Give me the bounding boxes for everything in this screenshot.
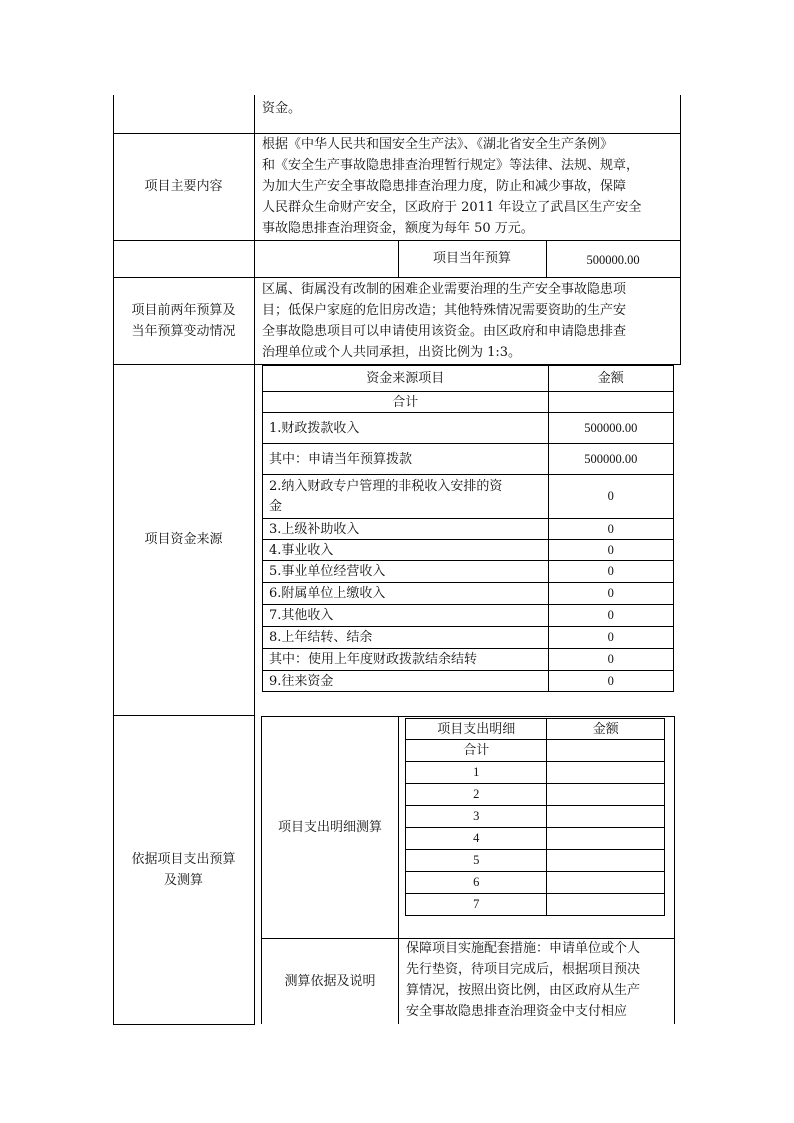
basis-line: 保障项目实施配套措施：申请单位或个人	[406, 941, 641, 956]
expenditure-label-line: 依据项目支出预算	[131, 851, 236, 867]
table-row	[263, 583, 674, 605]
table-row	[263, 627, 674, 649]
exp-item: 6	[406, 872, 547, 894]
budget-change-line: 区属、街属没有改制的困难企业需要治理的生产安全事故隐患项	[262, 282, 627, 297]
funding-amount: 0	[548, 561, 673, 583]
expenditure-label-line: 及测算	[163, 872, 203, 888]
exp-total-label: 合计	[406, 740, 547, 762]
funding-amount: 0	[548, 627, 673, 649]
exp-amount	[547, 828, 665, 850]
funding-item: 6.附属单位上缴收入	[263, 583, 549, 605]
funding-amount: 0	[548, 475, 673, 519]
funding-item: 2.纳入财政专户管理的非税收入安排的资	[269, 478, 503, 494]
table-row	[406, 806, 665, 828]
funding-header-row	[263, 366, 674, 392]
exp-header-row	[406, 719, 665, 740]
main-content-text	[262, 134, 678, 239]
funding-source-table	[262, 365, 674, 692]
funding-total-amount	[548, 392, 673, 413]
table-row	[406, 784, 665, 806]
funding-total-label: 合计	[263, 392, 549, 413]
exp-item: 3	[406, 806, 547, 828]
exp-header-item: 项目支出明细	[406, 719, 547, 740]
outer-right-border	[680, 95, 681, 365]
funding-amount: 0	[548, 671, 673, 692]
budget-change-line: 目；低保户家庭的危旧房改造；其他特殊情况需要资助的生产安	[262, 303, 627, 318]
basis-text	[406, 938, 672, 1022]
exp-amount	[547, 784, 665, 806]
funding-item: 7.其他收入	[263, 605, 549, 627]
funding-header-amount: 金额	[548, 366, 673, 392]
exp-item: 2	[406, 784, 547, 806]
funding-item: 其中：申请当年预算拨款	[263, 444, 549, 475]
funding-item: 9.往来资金	[263, 671, 549, 692]
exp-amount	[547, 872, 665, 894]
table-row	[263, 540, 674, 561]
budget-change-label-line: 当年预算变动情况	[131, 323, 236, 339]
funding-item: 3.上级补助收入	[263, 519, 549, 540]
exp-box-right	[674, 716, 675, 1024]
funding-item: 4.事业收入	[263, 540, 549, 561]
table-row	[263, 519, 674, 540]
row-divider-2	[113, 240, 680, 241]
budget-change-text	[262, 279, 678, 363]
exp-total-amount	[547, 740, 665, 762]
funding-source-label: 项目资金来源	[144, 532, 223, 547]
table-row	[406, 828, 665, 850]
exp-item: 5	[406, 850, 547, 872]
table-row	[406, 872, 665, 894]
exp-amount	[547, 762, 665, 784]
funding-amount: 500000.00	[548, 413, 673, 444]
basis-label: 测算依据及说明	[284, 973, 376, 989]
table-row	[406, 894, 665, 916]
main-content-line: 为加大生产安全事故隐患排查治理力度，防止和减少事故，保障	[262, 179, 627, 194]
exp-item: 7	[406, 894, 547, 916]
budget-change-label-line: 项目前两年预算及	[131, 302, 236, 318]
exp-header-amount: 金额	[547, 719, 665, 740]
budget-value: 500000.00	[586, 253, 640, 267]
exp-box-middle	[398, 716, 399, 1024]
exp-amount	[547, 894, 665, 916]
top-row-text: 资金。	[262, 101, 302, 116]
label-column-divider	[254, 95, 255, 1025]
main-content-line: 人民群众生命财产安全，区政府于 2011 年设立了武昌区生产安全	[262, 200, 642, 215]
basis-line: 先行垫资，待项目完成后，根据项目预决	[406, 962, 641, 977]
expenditure-label	[113, 715, 254, 1024]
table-row	[263, 649, 674, 671]
bottom-border	[113, 1024, 254, 1025]
funding-item-cont: 金	[269, 498, 283, 514]
exp-item: 1	[406, 762, 547, 784]
funding-amount: 0	[548, 605, 673, 627]
table-row	[406, 850, 665, 872]
funding-header-item: 资金来源项目	[263, 366, 549, 392]
funding-amount: 0	[548, 540, 673, 561]
funding-item: 1.财政拨款收入	[263, 413, 549, 444]
funding-item-multiline	[263, 475, 549, 519]
table-row	[263, 444, 674, 475]
exp-total-row	[406, 740, 665, 762]
basis-line: 算情况，按照出资比例，由区政府从生产	[406, 983, 641, 998]
funding-amount: 0	[548, 583, 673, 605]
table-row	[263, 561, 674, 583]
budget-change-label	[113, 277, 254, 364]
expenditure-detail-label: 项目支出明细测算	[277, 819, 382, 835]
table-row	[263, 605, 674, 627]
exp-item: 4	[406, 828, 547, 850]
main-content-label: 项目主要内容	[144, 179, 223, 194]
funding-item: 8.上年结转、结余	[263, 627, 549, 649]
basis-line: 安全事故隐患排查治理资金中支付相应	[406, 1004, 628, 1019]
main-content-line: 事故隐患排查治理资金，额度为每年 50 万元。	[262, 221, 534, 236]
budget-change-line: 全事故隐患项目可以申请使用该资金。由区政府和申请隐患排查	[262, 324, 627, 339]
funding-item: 其中：使用上年度财政拨款结余结转	[263, 649, 549, 671]
expenditure-detail-table	[405, 718, 665, 916]
table-row	[263, 671, 674, 692]
table-row	[263, 475, 674, 519]
funding-amount: 500000.00	[548, 444, 673, 475]
table-row	[263, 413, 674, 444]
main-content-line: 根据《中华人民共和国安全生产法》、《湖北省安全生产条例》	[262, 137, 614, 152]
funding-item: 5.事业单位经营收入	[263, 561, 549, 583]
budget-label: 项目当年预算	[432, 251, 511, 266]
table-row	[406, 762, 665, 784]
budget-change-line: 治理单位或个人共同承担，出资比例为 1:3。	[262, 345, 522, 360]
funding-amount: 0	[548, 649, 673, 671]
exp-amount	[547, 806, 665, 828]
funding-amount: 0	[548, 519, 673, 540]
funding-total-row	[263, 392, 674, 413]
exp-amount	[547, 850, 665, 872]
main-content-line: 和《安全生产事故隐患排查治理暂行规定》等法律、法规、规章，	[262, 158, 640, 173]
